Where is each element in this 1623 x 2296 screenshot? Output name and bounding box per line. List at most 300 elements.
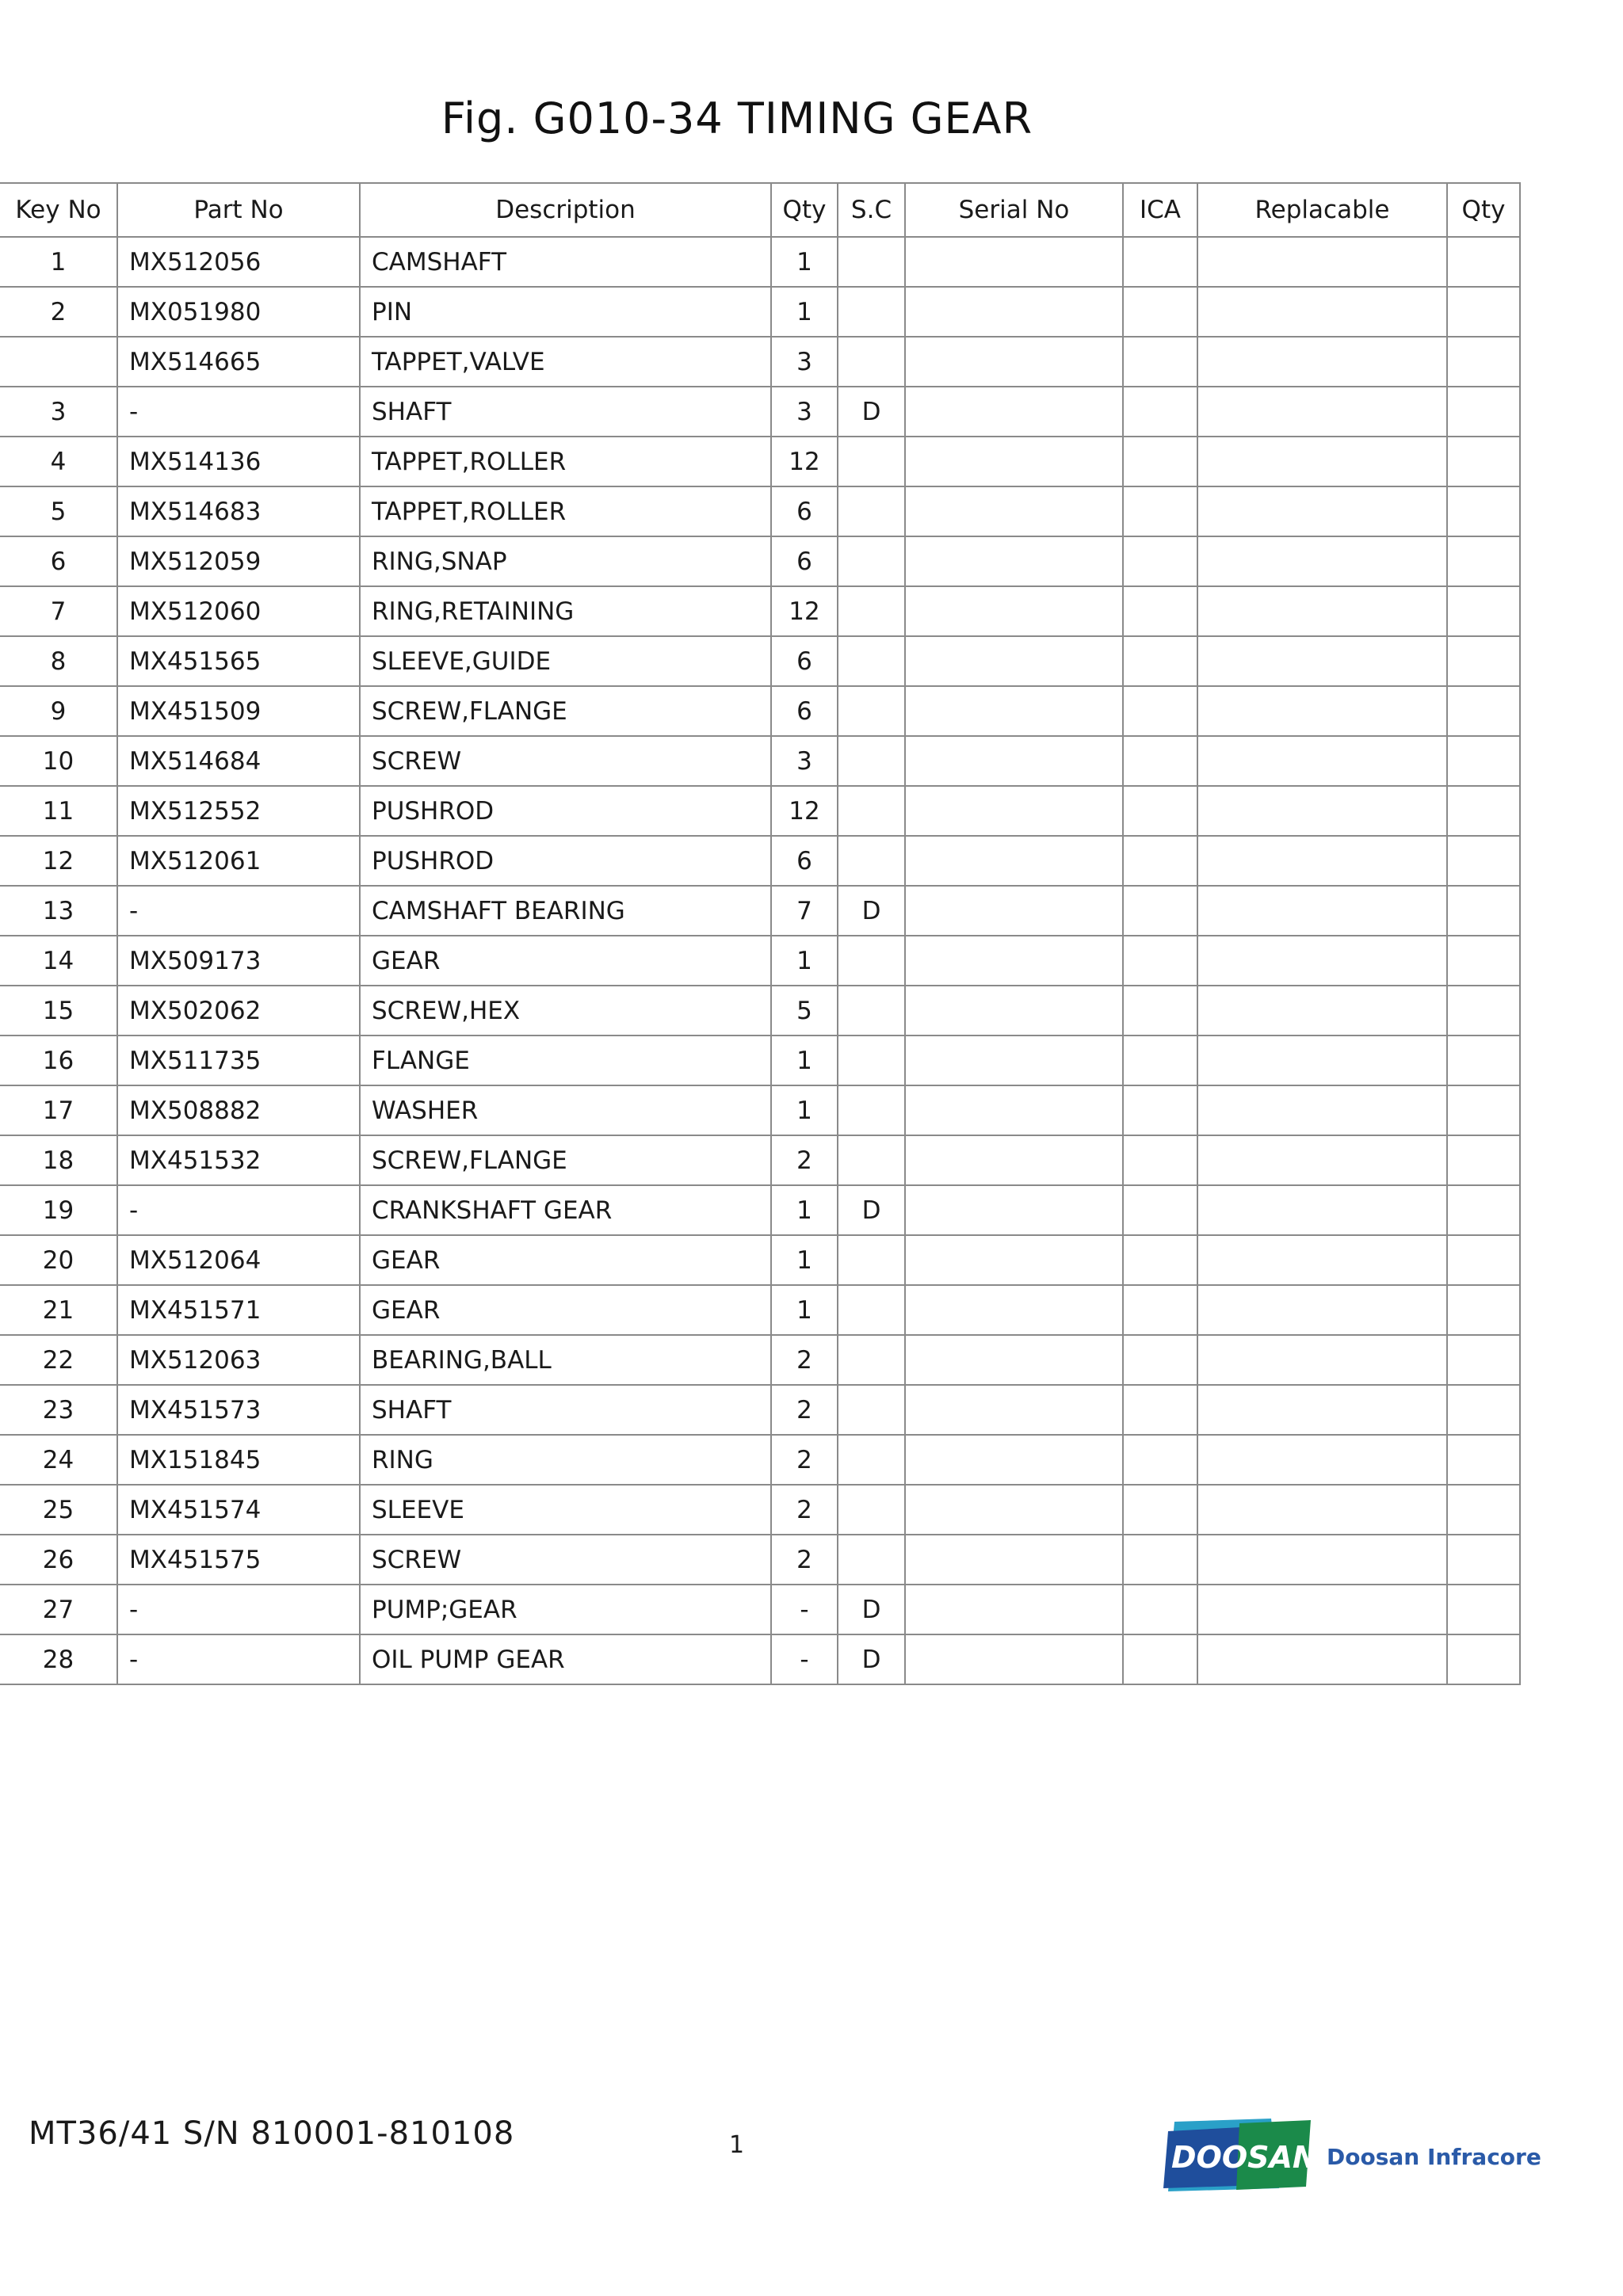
cell-key-no: 6 [0,536,117,586]
cell-key-no: 13 [0,886,117,936]
cell-key-no: 11 [0,786,117,836]
cell-qty: - [771,1585,838,1634]
cell-part-no: - [117,1634,360,1684]
cell-qty-2 [1447,1235,1520,1285]
cell-ica [1123,586,1197,636]
cell-qty: 12 [771,437,838,486]
cell-qty-2 [1447,686,1520,736]
cell-sc [838,836,905,886]
cell-part-no: MX514665 [117,337,360,387]
cell-qty-2 [1447,1435,1520,1485]
cell-ica [1123,986,1197,1035]
cell-description: SCREW,HEX [360,986,771,1035]
cell-description: TAPPET,ROLLER [360,437,771,486]
cell-qty: 1 [771,936,838,986]
cell-key-no: 24 [0,1435,117,1485]
cell-replacable [1197,486,1447,536]
cell-sc [838,1335,905,1385]
cell-replacable [1197,886,1447,936]
cell-qty-2 [1447,1185,1520,1235]
cell-qty-2 [1447,1385,1520,1435]
cell-part-no: - [117,1185,360,1235]
cell-qty: 1 [771,1185,838,1235]
cell-sc [838,636,905,686]
table-row [0,486,1520,536]
header-serial-no: Serial No [905,183,1123,237]
cell-serial-no [905,586,1123,636]
table-row [0,1185,1520,1235]
cell-sc [838,586,905,636]
table-row [0,636,1520,686]
cell-qty-2 [1447,986,1520,1035]
table-row [0,1485,1520,1535]
page-title: Fig. G010-34 TIMING GEAR [441,93,1033,143]
cell-description: GEAR [360,1285,771,1335]
cell-replacable [1197,1385,1447,1435]
cell-ica [1123,1585,1197,1634]
cell-replacable [1197,337,1447,387]
cell-serial-no [905,786,1123,836]
table-row [0,1435,1520,1485]
table-row [0,586,1520,636]
cell-description: BEARING,BALL [360,1335,771,1385]
cell-ica [1123,1135,1197,1185]
cell-ica [1123,1335,1197,1385]
cell-description: RING,SNAP [360,536,771,586]
cell-description: PUSHROD [360,786,771,836]
cell-sc [838,437,905,486]
cell-description: CAMSHAFT BEARING [360,886,771,936]
cell-sc [838,686,905,736]
cell-qty-2 [1447,736,1520,786]
cell-key-no: 16 [0,1035,117,1085]
table-row [0,836,1520,886]
cell-sc: D [838,387,905,437]
cell-part-no: MX451565 [117,636,360,686]
cell-ica [1123,736,1197,786]
cell-description: SHAFT [360,387,771,437]
cell-qty-2 [1447,886,1520,936]
logo-wordmark: DOOSAN [1171,2140,1318,2175]
cell-replacable [1197,1085,1447,1135]
cell-qty-2 [1447,237,1520,287]
cell-part-no: MX512063 [117,1335,360,1385]
cell-description: SCREW [360,736,771,786]
cell-qty-2 [1447,1085,1520,1135]
cell-qty: 6 [771,536,838,586]
table-row [0,786,1520,836]
cell-ica [1123,1035,1197,1085]
cell-ica [1123,237,1197,287]
cell-ica [1123,636,1197,686]
cell-replacable [1197,1634,1447,1684]
cell-description: GEAR [360,936,771,986]
cell-description: PIN [360,287,771,337]
cell-qty: 2 [771,1535,838,1585]
cell-key-no: 21 [0,1285,117,1335]
cell-qty: 2 [771,1435,838,1485]
cell-description: GEAR [360,1235,771,1285]
cell-key-no: 22 [0,1335,117,1385]
cell-serial-no [905,237,1123,287]
cell-part-no: MX514136 [117,437,360,486]
cell-serial-no [905,836,1123,886]
cell-key-no: 18 [0,1135,117,1185]
cell-ica [1123,936,1197,986]
cell-part-no: MX512056 [117,237,360,287]
cell-ica [1123,686,1197,736]
cell-serial-no [905,1235,1123,1285]
cell-replacable [1197,1335,1447,1385]
cell-part-no: MX451509 [117,686,360,736]
table-row [0,1035,1520,1085]
model-serial-range: MT36/41 S/N 810001-810108 [29,2115,515,2152]
table-row [0,387,1520,437]
parts-table [0,182,1521,1685]
cell-serial-no [905,986,1123,1035]
table-row [0,686,1520,736]
cell-qty: 3 [771,736,838,786]
cell-sc [838,486,905,536]
header-sc: S.C [838,183,905,237]
cell-replacable [1197,1435,1447,1485]
cell-serial-no [905,686,1123,736]
cell-replacable [1197,1585,1447,1634]
cell-description: PUMP;GEAR [360,1585,771,1634]
cell-serial-no [905,1085,1123,1135]
cell-qty: 1 [771,1035,838,1085]
cell-description: SCREW,FLANGE [360,686,771,736]
cell-qty-2 [1447,636,1520,686]
cell-ica [1123,1285,1197,1335]
table-row [0,936,1520,986]
cell-part-no: MX502062 [117,986,360,1035]
table-row [0,337,1520,387]
cell-part-no: MX511735 [117,1035,360,1085]
cell-qty-2 [1447,1585,1520,1634]
cell-replacable [1197,437,1447,486]
cell-ica [1123,486,1197,536]
cell-serial-no [905,387,1123,437]
cell-key-no: 8 [0,636,117,686]
cell-replacable [1197,237,1447,287]
cell-ica [1123,1485,1197,1535]
table-row [0,1535,1520,1585]
cell-ica [1123,786,1197,836]
cell-part-no: MX451575 [117,1535,360,1585]
cell-replacable [1197,1235,1447,1285]
cell-description: SLEEVE [360,1485,771,1535]
cell-qty: 2 [771,1385,838,1435]
cell-qty-2 [1447,1285,1520,1335]
cell-sc [838,986,905,1035]
header-qty-2: Qty [1447,183,1520,237]
cell-ica [1123,1435,1197,1485]
table-row [0,1135,1520,1185]
cell-serial-no [905,1634,1123,1684]
cell-qty-2 [1447,536,1520,586]
cell-key-no: 19 [0,1185,117,1235]
cell-qty-2 [1447,1634,1520,1684]
cell-key-no: 3 [0,387,117,437]
cell-qty-2 [1447,586,1520,636]
cell-replacable [1197,1535,1447,1585]
table-row [0,536,1520,586]
cell-sc: D [838,886,905,936]
cell-sc: D [838,1185,905,1235]
cell-key-no: 15 [0,986,117,1035]
cell-ica [1123,437,1197,486]
cell-ica [1123,836,1197,886]
table-header-row [0,183,1520,237]
cell-serial-no [905,337,1123,387]
cell-part-no: MX151845 [117,1435,360,1485]
cell-qty: 6 [771,486,838,536]
cell-qty: 5 [771,986,838,1035]
cell-sc [838,1085,905,1135]
cell-serial-no [905,1385,1123,1435]
cell-part-no: MX514683 [117,486,360,536]
header-ica: ICA [1123,183,1197,237]
cell-serial-no [905,1185,1123,1235]
page-number: 1 [729,2131,745,2159]
cell-qty-2 [1447,337,1520,387]
cell-ica [1123,1085,1197,1135]
cell-replacable [1197,986,1447,1035]
doosan-logo [1160,2115,1541,2195]
cell-replacable [1197,736,1447,786]
cell-key-no: 12 [0,836,117,886]
cell-part-no: MX451532 [117,1135,360,1185]
cell-serial-no [905,1485,1123,1535]
cell-qty-2 [1447,786,1520,836]
cell-replacable [1197,1285,1447,1335]
cell-serial-no [905,936,1123,986]
cell-serial-no [905,486,1123,536]
cell-serial-no [905,636,1123,686]
cell-serial-no [905,1035,1123,1085]
cell-key-no: 1 [0,237,117,287]
cell-part-no: MX509173 [117,936,360,986]
cell-qty: 1 [771,1085,838,1135]
cell-serial-no [905,1585,1123,1634]
cell-serial-no [905,287,1123,337]
cell-qty: 1 [771,237,838,287]
cell-replacable [1197,936,1447,986]
cell-replacable [1197,636,1447,686]
cell-description: CRANKSHAFT GEAR [360,1185,771,1235]
cell-part-no: MX512552 [117,786,360,836]
cell-serial-no [905,437,1123,486]
cell-qty-2 [1447,1135,1520,1185]
cell-qty: 6 [771,636,838,686]
cell-replacable [1197,1485,1447,1535]
cell-description: PUSHROD [360,836,771,886]
cell-ica [1123,1235,1197,1285]
cell-description: RING [360,1435,771,1485]
cell-part-no: MX512060 [117,586,360,636]
cell-description: SCREW,FLANGE [360,1135,771,1185]
cell-qty: 3 [771,337,838,387]
cell-key-no: 26 [0,1535,117,1585]
cell-qty: 2 [771,1335,838,1385]
cell-key-no: 5 [0,486,117,536]
cell-description: SCREW [360,1535,771,1585]
cell-qty: 7 [771,886,838,936]
cell-key-no: 25 [0,1485,117,1535]
cell-replacable [1197,836,1447,886]
cell-description: TAPPET,ROLLER [360,486,771,536]
cell-key-no: 23 [0,1385,117,1435]
cell-key-no: 10 [0,736,117,786]
cell-sc [838,736,905,786]
cell-sc [838,1435,905,1485]
cell-qty: 1 [771,287,838,337]
cell-key-no: 14 [0,936,117,986]
cell-sc [838,1485,905,1535]
cell-sc [838,1135,905,1185]
cell-serial-no [905,736,1123,786]
cell-ica [1123,337,1197,387]
cell-qty-2 [1447,486,1520,536]
table-row [0,1235,1520,1285]
cell-qty: - [771,1634,838,1684]
cell-key-no: 4 [0,437,117,486]
table-row [0,736,1520,786]
cell-replacable [1197,1035,1447,1085]
cell-qty-2 [1447,1335,1520,1385]
cell-replacable [1197,536,1447,586]
cell-serial-no [905,536,1123,586]
table-row [0,1585,1520,1634]
table-row [0,287,1520,337]
cell-key-no [0,337,117,387]
cell-part-no: - [117,387,360,437]
cell-key-no: 2 [0,287,117,337]
cell-qty: 1 [771,1235,838,1285]
cell-part-no: MX451571 [117,1285,360,1335]
cell-qty: 2 [771,1135,838,1185]
cell-replacable [1197,586,1447,636]
cell-qty: 3 [771,387,838,437]
cell-replacable [1197,1135,1447,1185]
cell-sc [838,1035,905,1085]
cell-qty: 12 [771,586,838,636]
cell-qty: 2 [771,1485,838,1535]
cell-ica [1123,1535,1197,1585]
cell-serial-no [905,1435,1123,1485]
cell-part-no: MX051980 [117,287,360,337]
cell-serial-no [905,1535,1123,1585]
cell-qty-2 [1447,836,1520,886]
cell-sc [838,287,905,337]
cell-description: OIL PUMP GEAR [360,1634,771,1684]
cell-replacable [1197,786,1447,836]
cell-serial-no [905,1285,1123,1335]
cell-ica [1123,387,1197,437]
table-row [0,886,1520,936]
cell-part-no: MX508882 [117,1085,360,1135]
table-row [0,1634,1520,1684]
cell-qty-2 [1447,287,1520,337]
cell-qty-2 [1447,387,1520,437]
table-row [0,986,1520,1035]
cell-key-no: 7 [0,586,117,636]
cell-qty-2 [1447,936,1520,986]
table-row [0,1085,1520,1135]
cell-part-no: MX514684 [117,736,360,786]
cell-sc [838,237,905,287]
cell-key-no: 9 [0,686,117,736]
cell-description: WASHER [360,1085,771,1135]
table-row [0,1285,1520,1335]
cell-part-no: MX451573 [117,1385,360,1435]
table-row [0,1385,1520,1435]
cell-ica [1123,536,1197,586]
table-row [0,237,1520,287]
cell-ica [1123,287,1197,337]
cell-description: CAMSHAFT [360,237,771,287]
company-name: Doosan Infracore [1327,2144,1541,2170]
header-key-no: Key No [0,183,117,237]
cell-qty-2 [1447,1485,1520,1535]
cell-sc [838,1385,905,1435]
cell-qty: 6 [771,836,838,886]
cell-qty-2 [1447,437,1520,486]
cell-replacable [1197,1185,1447,1235]
cell-description: RING,RETAINING [360,586,771,636]
cell-sc [838,1285,905,1335]
cell-sc [838,786,905,836]
cell-part-no: MX451574 [117,1485,360,1535]
cell-part-no: - [117,1585,360,1634]
cell-qty: 1 [771,1285,838,1335]
cell-description: SLEEVE,GUIDE [360,636,771,686]
cell-sc [838,536,905,586]
cell-part-no: MX512061 [117,836,360,886]
table-row [0,1335,1520,1385]
cell-description: FLANGE [360,1035,771,1085]
cell-ica [1123,1634,1197,1684]
header-description: Description [360,183,771,237]
cell-serial-no [905,1135,1123,1185]
cell-key-no: 28 [0,1634,117,1684]
cell-replacable [1197,287,1447,337]
header-qty: Qty [771,183,838,237]
cell-description: SHAFT [360,1385,771,1435]
cell-qty-2 [1447,1035,1520,1085]
cell-replacable [1197,387,1447,437]
cell-part-no: MX512064 [117,1235,360,1285]
header-replacable: Replacable [1197,183,1447,237]
cell-sc [838,936,905,986]
cell-sc [838,1535,905,1585]
cell-qty: 12 [771,786,838,836]
cell-qty: 6 [771,686,838,736]
cell-replacable [1197,686,1447,736]
cell-key-no: 20 [0,1235,117,1285]
cell-serial-no [905,886,1123,936]
cell-sc [838,1235,905,1285]
cell-serial-no [905,1335,1123,1385]
cell-part-no: MX512059 [117,536,360,586]
cell-sc: D [838,1634,905,1684]
cell-sc [838,337,905,387]
cell-ica [1123,1385,1197,1435]
cell-key-no: 17 [0,1085,117,1135]
cell-ica [1123,886,1197,936]
cell-description: TAPPET,VALVE [360,337,771,387]
